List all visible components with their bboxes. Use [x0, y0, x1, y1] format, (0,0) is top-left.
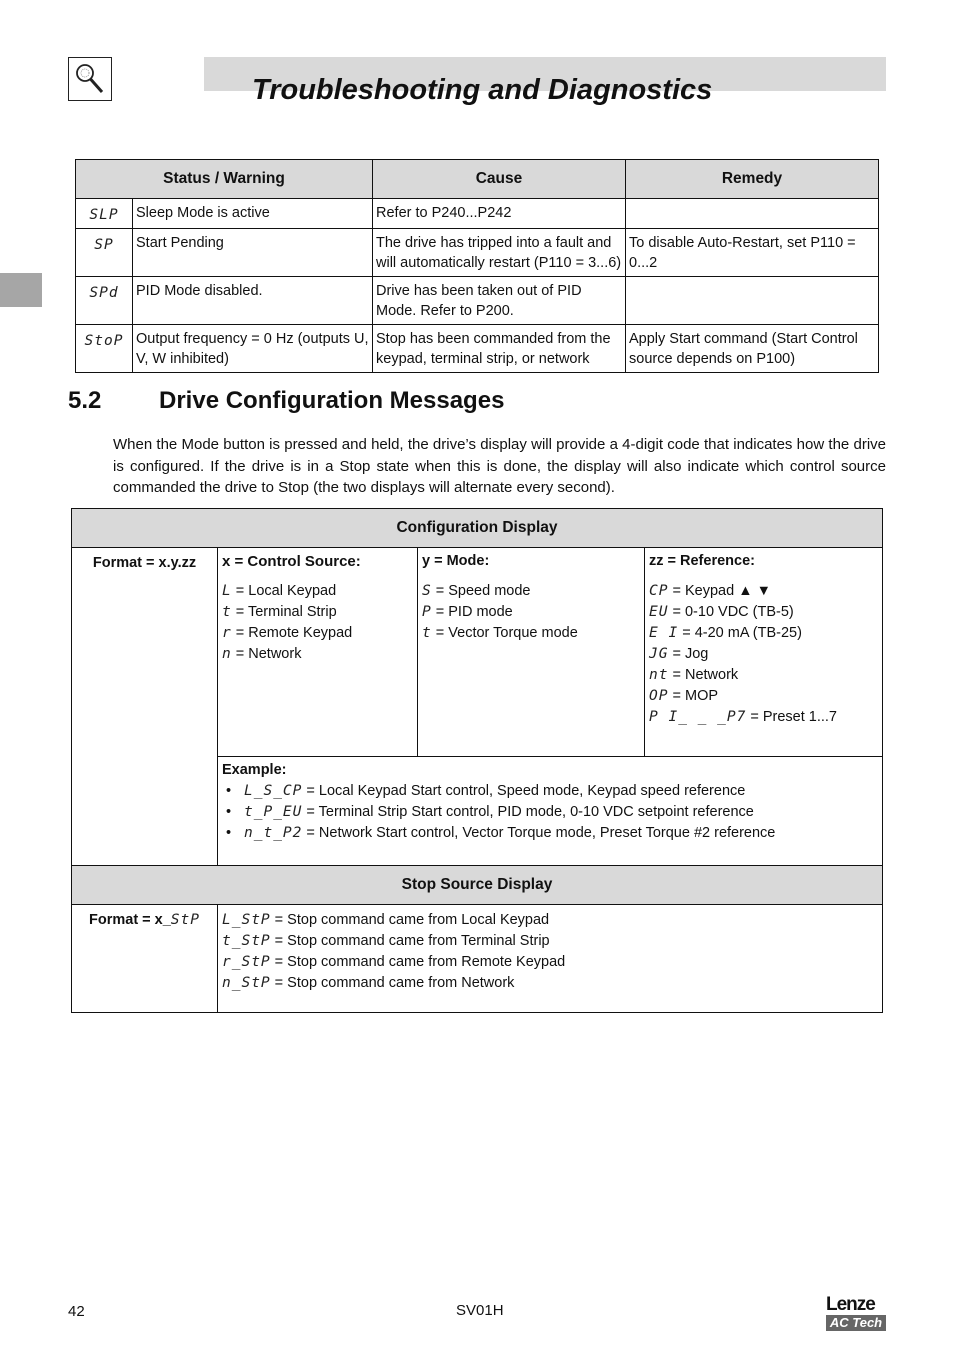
item-text: = Network: [668, 667, 739, 683]
item-text: = Jog: [668, 646, 709, 662]
mode-title: y = Mode:: [422, 553, 490, 569]
lcd-code: n_t_P2: [244, 825, 303, 841]
example-list: [222, 781, 878, 844]
config-format: Format = x.y.zz: [72, 548, 218, 866]
example-cell: [218, 757, 883, 866]
item-text: = Stop command came from Remote Keypad: [270, 954, 566, 970]
control-source-column: [218, 548, 418, 757]
display-code: SPd: [76, 277, 133, 325]
list-item: [222, 644, 413, 665]
lcd-code: nt: [649, 667, 669, 683]
display-code: SP: [76, 229, 133, 277]
lcd-code: E I: [649, 625, 679, 641]
item-text: = Keypad ▲ ▼: [668, 583, 771, 599]
item-text: = Vector Torque mode: [431, 625, 578, 641]
magnifier-icon: [68, 57, 112, 101]
example-title: Example:: [222, 762, 287, 778]
item-text: = Local Keypad Start control, Speed mode, Keypad speed reference: [302, 783, 746, 799]
section-title: Drive Configuration Messages: [159, 387, 505, 414]
chapter-tab: [0, 273, 42, 307]
status-cell: PID Mode disabled.: [133, 277, 373, 325]
lcd-code: StP: [170, 912, 200, 928]
reference-title: zz = Reference:: [649, 553, 755, 569]
list-item: [649, 665, 878, 686]
list-item: [222, 623, 413, 644]
page-number: 42: [68, 1303, 85, 1320]
lcd-code: L_StP: [222, 912, 271, 928]
config-display-header: Configuration Display: [72, 509, 883, 548]
item-text: = Stop command came from Network: [270, 975, 515, 991]
lcd-code: JG: [649, 646, 669, 662]
logo-top: Lenze: [826, 1294, 875, 1315]
item-text: = Local Keypad: [231, 583, 337, 599]
list-item: [222, 952, 878, 973]
cause-cell: The drive has tripped into a fault and will automatically restart (P110 = 3...6): [373, 229, 626, 277]
stop-format: [72, 905, 218, 1013]
config-table: [71, 508, 883, 1013]
remedy-cell: To disable Auto-Restart, set P110 = 0...2: [626, 229, 879, 277]
remedy-cell: [626, 277, 879, 325]
item-text: = Remote Keypad: [231, 625, 353, 641]
remedy-cell: Apply Start command (Start Control source depends on P100): [626, 325, 879, 373]
page-title: Troubleshooting and Diagnostics: [252, 74, 713, 106]
lenze-logo: [826, 1295, 886, 1331]
status-cell: Start Pending: [133, 229, 373, 277]
lcd-code: t_StP: [222, 933, 271, 949]
list-item: [222, 973, 878, 994]
control-source-title: x = Control Source:: [222, 553, 361, 570]
format-prefix: Format = x_: [89, 912, 171, 928]
item-text: = Network: [231, 646, 302, 662]
list-item: [422, 602, 640, 623]
header-remedy: Remedy: [626, 160, 879, 199]
list-item: [649, 602, 878, 623]
item-text: = 0-10 VDC (TB-5): [668, 604, 794, 620]
header-cause: Cause: [373, 160, 626, 199]
list-item: [649, 581, 878, 602]
item-text: = MOP: [668, 688, 719, 704]
stop-source-header: Stop Source Display: [72, 866, 883, 905]
item-text: = Preset 1...7: [746, 709, 837, 725]
table-row: [76, 277, 879, 325]
item-text: = Terminal Strip Start control, PID mode, 0-10 VDC setpoint reference: [302, 804, 754, 820]
cause-cell: Refer to P240...P242: [373, 199, 626, 229]
list-item: [226, 802, 878, 823]
table-row: [76, 199, 879, 229]
list-item: [649, 623, 878, 644]
lcd-code: r: [222, 625, 232, 641]
status-cell: Sleep Mode is active: [133, 199, 373, 229]
reference-column: [645, 548, 883, 757]
lcd-code: t_P_EU: [244, 804, 303, 820]
list-item: [422, 623, 640, 644]
item-text: = Network Start control, Vector Torque mode, Preset Torque #2 reference: [302, 825, 776, 841]
list-item: [649, 686, 878, 707]
lcd-code: P: [422, 604, 432, 620]
lcd-code: L: [222, 583, 232, 599]
cause-cell: Stop has been commanded from the keypad, terminal strip, or network: [373, 325, 626, 373]
lcd-code: n: [222, 646, 232, 662]
section-heading: [68, 387, 504, 415]
status-cell: Output frequency = 0 Hz (outputs U, V, W inhibited): [133, 325, 373, 373]
lcd-code: CP: [649, 583, 669, 599]
cause-cell: Drive has been taken out of PID Mode. Refer to P200.: [373, 277, 626, 325]
table-row: [76, 325, 879, 373]
table-row: [76, 229, 879, 277]
list-item: [222, 602, 413, 623]
section-number: 5.2: [68, 387, 102, 414]
intro-paragraph: When the Mode button is pressed and held, the drive’s display will provide a 4-digit code that indicates how the drive is configured. If the drive is in a Stop state when this is done, the display will also indicate which control source commanded the drive to Stop (the two displays will alternate every second).: [113, 436, 886, 496]
remedy-cell: [626, 199, 879, 229]
lcd-code: r_StP: [222, 954, 271, 970]
document-id: SV01H: [456, 1302, 504, 1319]
stop-source-list: [218, 905, 883, 1013]
item-text: = Stop command came from Local Keypad: [270, 912, 550, 928]
status-table-header: [76, 160, 879, 199]
list-item: [222, 910, 878, 931]
list-item: [222, 581, 413, 602]
lcd-code: S: [422, 583, 432, 599]
logo-bottom: AC Tech: [826, 1315, 886, 1331]
item-text: = PID mode: [431, 604, 513, 620]
lcd-code: OP: [649, 688, 669, 704]
lcd-code: t: [222, 604, 232, 620]
item-text: = Speed mode: [431, 583, 531, 599]
header-status: Status / Warning: [76, 160, 373, 199]
mode-column: [418, 548, 645, 757]
list-item: [422, 581, 640, 602]
list-item: [226, 823, 878, 844]
lcd-code: EU: [649, 604, 669, 620]
list-item: [222, 931, 878, 952]
lcd-code: P I_ _ _P7: [649, 709, 747, 725]
display-code: SLP: [76, 199, 133, 229]
lcd-code: L_S_CP: [244, 783, 303, 799]
lcd-code: t: [422, 625, 432, 641]
item-text: = 4-20 mA (TB-25): [678, 625, 802, 641]
item-text: = Terminal Strip: [231, 604, 337, 620]
lcd-code: n_StP: [222, 975, 271, 991]
list-item: [649, 644, 878, 665]
list-item: [226, 781, 878, 802]
display-code: StoP: [76, 325, 133, 373]
list-item: [649, 707, 878, 728]
item-text: = Stop command came from Terminal Strip: [270, 933, 550, 949]
status-table: [75, 159, 879, 373]
